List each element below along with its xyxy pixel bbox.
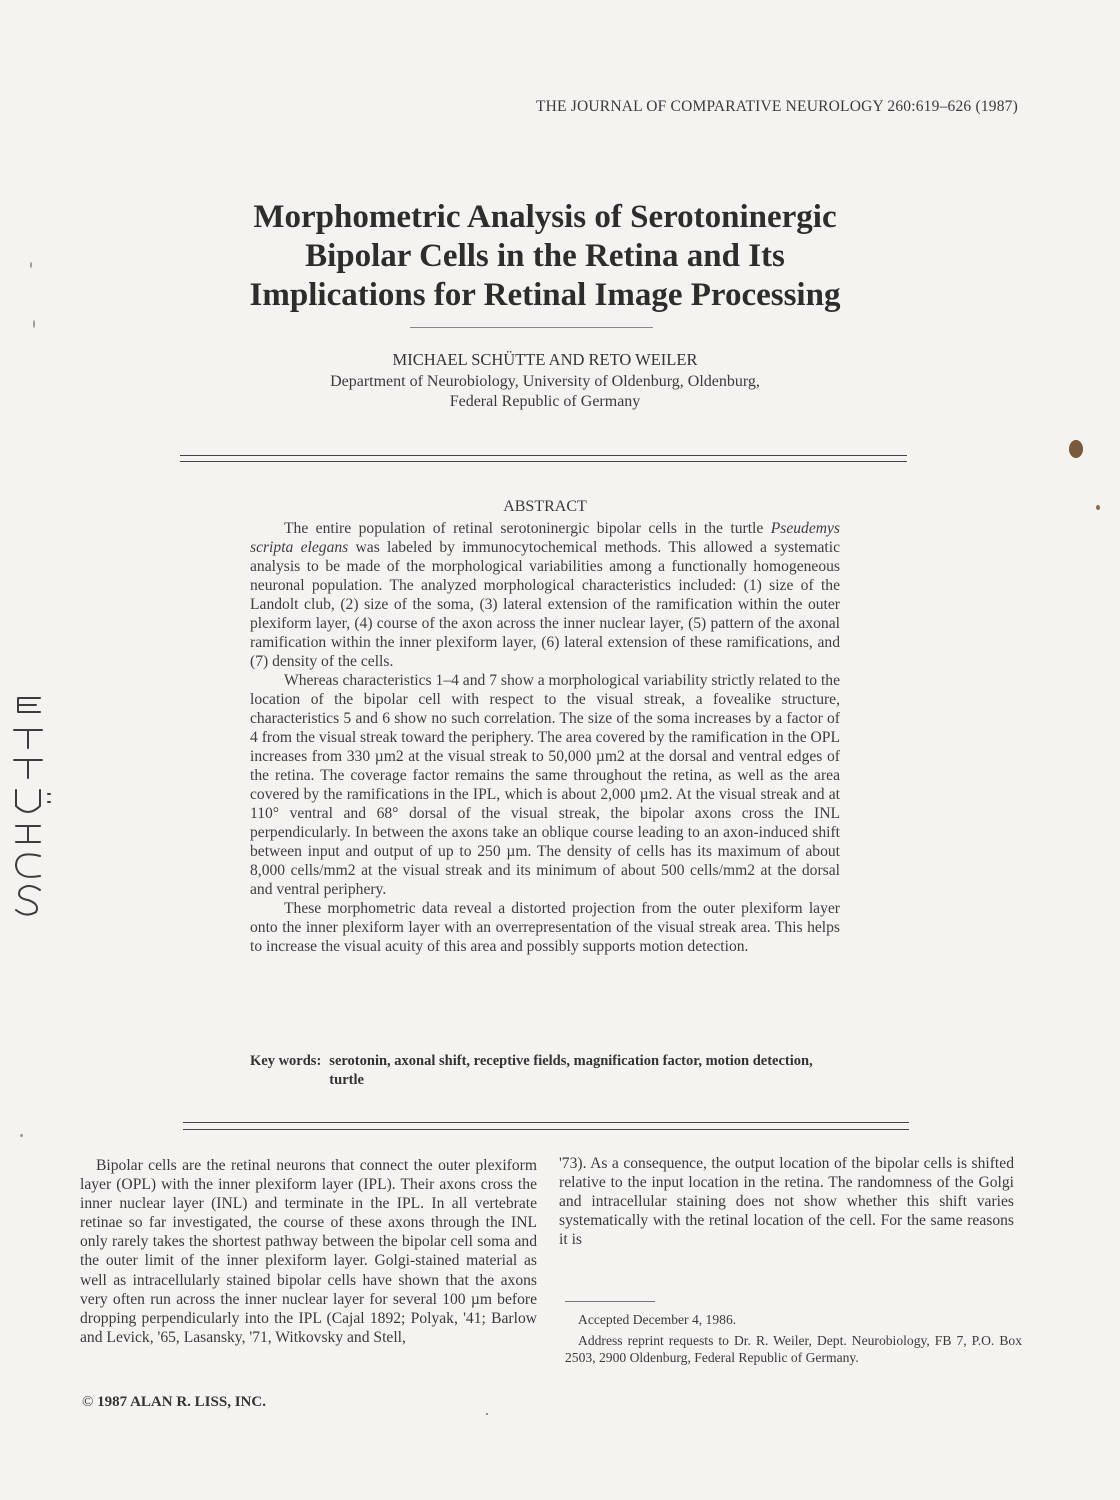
rule-bottom-2 <box>183 1129 909 1130</box>
abstract-paragraph: These morphometric data reveal a distorted projection from the outer plexiform layer onto the inner plexiform layer with an overrepresentation of the visual streak area. This helps to increase the visual acuity of this area and possibly supports motion detection. <box>250 900 840 955</box>
abstract-text: The entire population of retinal serotoninergic bipolar cells in the turtle <box>284 520 771 537</box>
rule-top-2 <box>180 461 907 462</box>
abstract-text: was labeled by immunocytochemical methods. This allowed a systematic analysis to be made of the morphological variabilities among a functionally homogeneous neuronal population. The analyzed morphological characteristics included: (1) size of the Landolt club, (2) size of the soma, (3) lateral extension of the ramification within the outer plexiform layer, (4) course of the axon across the inner nuclear layer, (5) pattern of the axonal ramification within the inner plexiform layer, (6) lateral extension of these ramifications, and (7) density of the cells. <box>250 539 840 670</box>
article-title <box>160 198 930 315</box>
paper-speck <box>20 1134 23 1137</box>
body-paragraph: Bipolar cells are the retinal neurons that connect the outer plexiform layer (OPL) with the inner plexiform layer (IPL). Their axons cross the inner nuclear layer (INL) and terminate in the IPL. In all vertebrate retinae so far investigated, the course of these axons through the INL only rarely takes the shortest pathway between the bipolar cell soma and the outer limit of the inner plexiform layer. Golgi-stained material as well as intracellularly stained bipolar cells have shown that the axons very often run across the inner nuclear layer for several 100 µm before dropping perpendicularly into the IPL (Cajal 1892; Polyak, '41; Barlow and Levick, '65, Lasansky, '71, Witkovsky and Stell, <box>80 1157 537 1346</box>
copyright-text: 1987 ALAN R. LISS, INC. <box>97 1394 266 1410</box>
keywords-label: Key words: <box>250 1053 322 1069</box>
footnote-accepted: Accepted December 4, 1986. <box>578 1312 737 1327</box>
footnote-divider <box>565 1301 655 1302</box>
abstract-paragraph: Whereas characteristics 1–4 and 7 show a morphological variability strictly related to the location of the bipolar cell with respect to the visual streak, a fovealike structure, characteristics 5 and 6 show no such correlation. The size of the soma increases by a factor of 4 from the visual streak toward the periphery. The area covered by the ramification in the OPL increases from 330 µm2 at the visual streak to 50,000 µm2 at the dorsal and ventral edges of the retina. The coverage factor remains the same throughout the retina, as well as the area covered by the ramifications in the IPL, which is about 2,000 µm2. At the visual streak and at 110° ventral and 68° dorsal of the visual streak, the bipolar axons cross the INL perpendicularly. In between the axons take an oblique course leading to an axon-induced shift between input and output of up to 250 µm. The density of cells has its maximum of about 8,000 cells/mm2 at the visual streak and its minimum of about 500 cells/mm2 at the dorsal and ventral periphery. <box>250 672 840 898</box>
journal-header: THE JOURNAL OF COMPARATIVE NEUROLOGY 260:619–626 (1987) <box>535 98 1018 115</box>
title-divider <box>410 327 653 328</box>
title-line: Bipolar Cells in the Retina and Its <box>305 238 785 274</box>
body-left-column <box>80 1156 537 1347</box>
paper-speck <box>1069 440 1083 458</box>
keywords <box>250 1052 840 1090</box>
paper-speck <box>1096 505 1100 510</box>
affiliation-line: Department of Neurobiology, University of Oldenburg, Oldenburg, <box>330 373 760 390</box>
copyright <box>82 1394 266 1411</box>
copyright-symbol: © <box>82 1394 94 1410</box>
paper-speck <box>486 1413 488 1415</box>
keywords-terms: serotonin, axonal shift, receptive fields, magnification factor, motion detection, turtle <box>329 1053 813 1088</box>
abstract-body <box>250 519 840 956</box>
body-paragraph: '73). As a consequence, the output location of the bipolar cells is shifted relative to the input location in the retina. The randomness of the Golgi and intracellular staining does not show whether this shift varies systematically with the retinal location of the cell. For the same reasons it is <box>559 1155 1014 1249</box>
affiliation-line: Federal Republic of Germany <box>449 393 641 410</box>
footnotes <box>565 1311 1022 1367</box>
paper-speck <box>33 320 35 328</box>
footnote-reprint: Address reprint requests to Dr. R. Weiler, Dept. Neurobiology, FB 7, P.O. Box 2503, 2900 Oldenburg, Federal Republic of Germany. <box>565 1332 1022 1365</box>
body-right-column <box>559 1154 1014 1249</box>
paper-speck <box>30 262 32 268</box>
affiliation <box>160 372 930 412</box>
title-line: Morphometric Analysis of Serotoninergic <box>253 199 837 235</box>
rule-top-1 <box>180 455 907 456</box>
abstract-heading: ABSTRACT <box>503 498 587 515</box>
rule-bottom-1 <box>183 1122 909 1123</box>
handwritten-margin-note <box>0 690 60 920</box>
abstract-paragraph <box>250 519 840 671</box>
title-line: Implications for Retinal Image Processing <box>249 277 841 313</box>
species-name: Pseudemys scripta elegans <box>250 520 840 556</box>
authors: MICHAEL SCHÜTTE AND RETO WEILER <box>392 350 698 369</box>
